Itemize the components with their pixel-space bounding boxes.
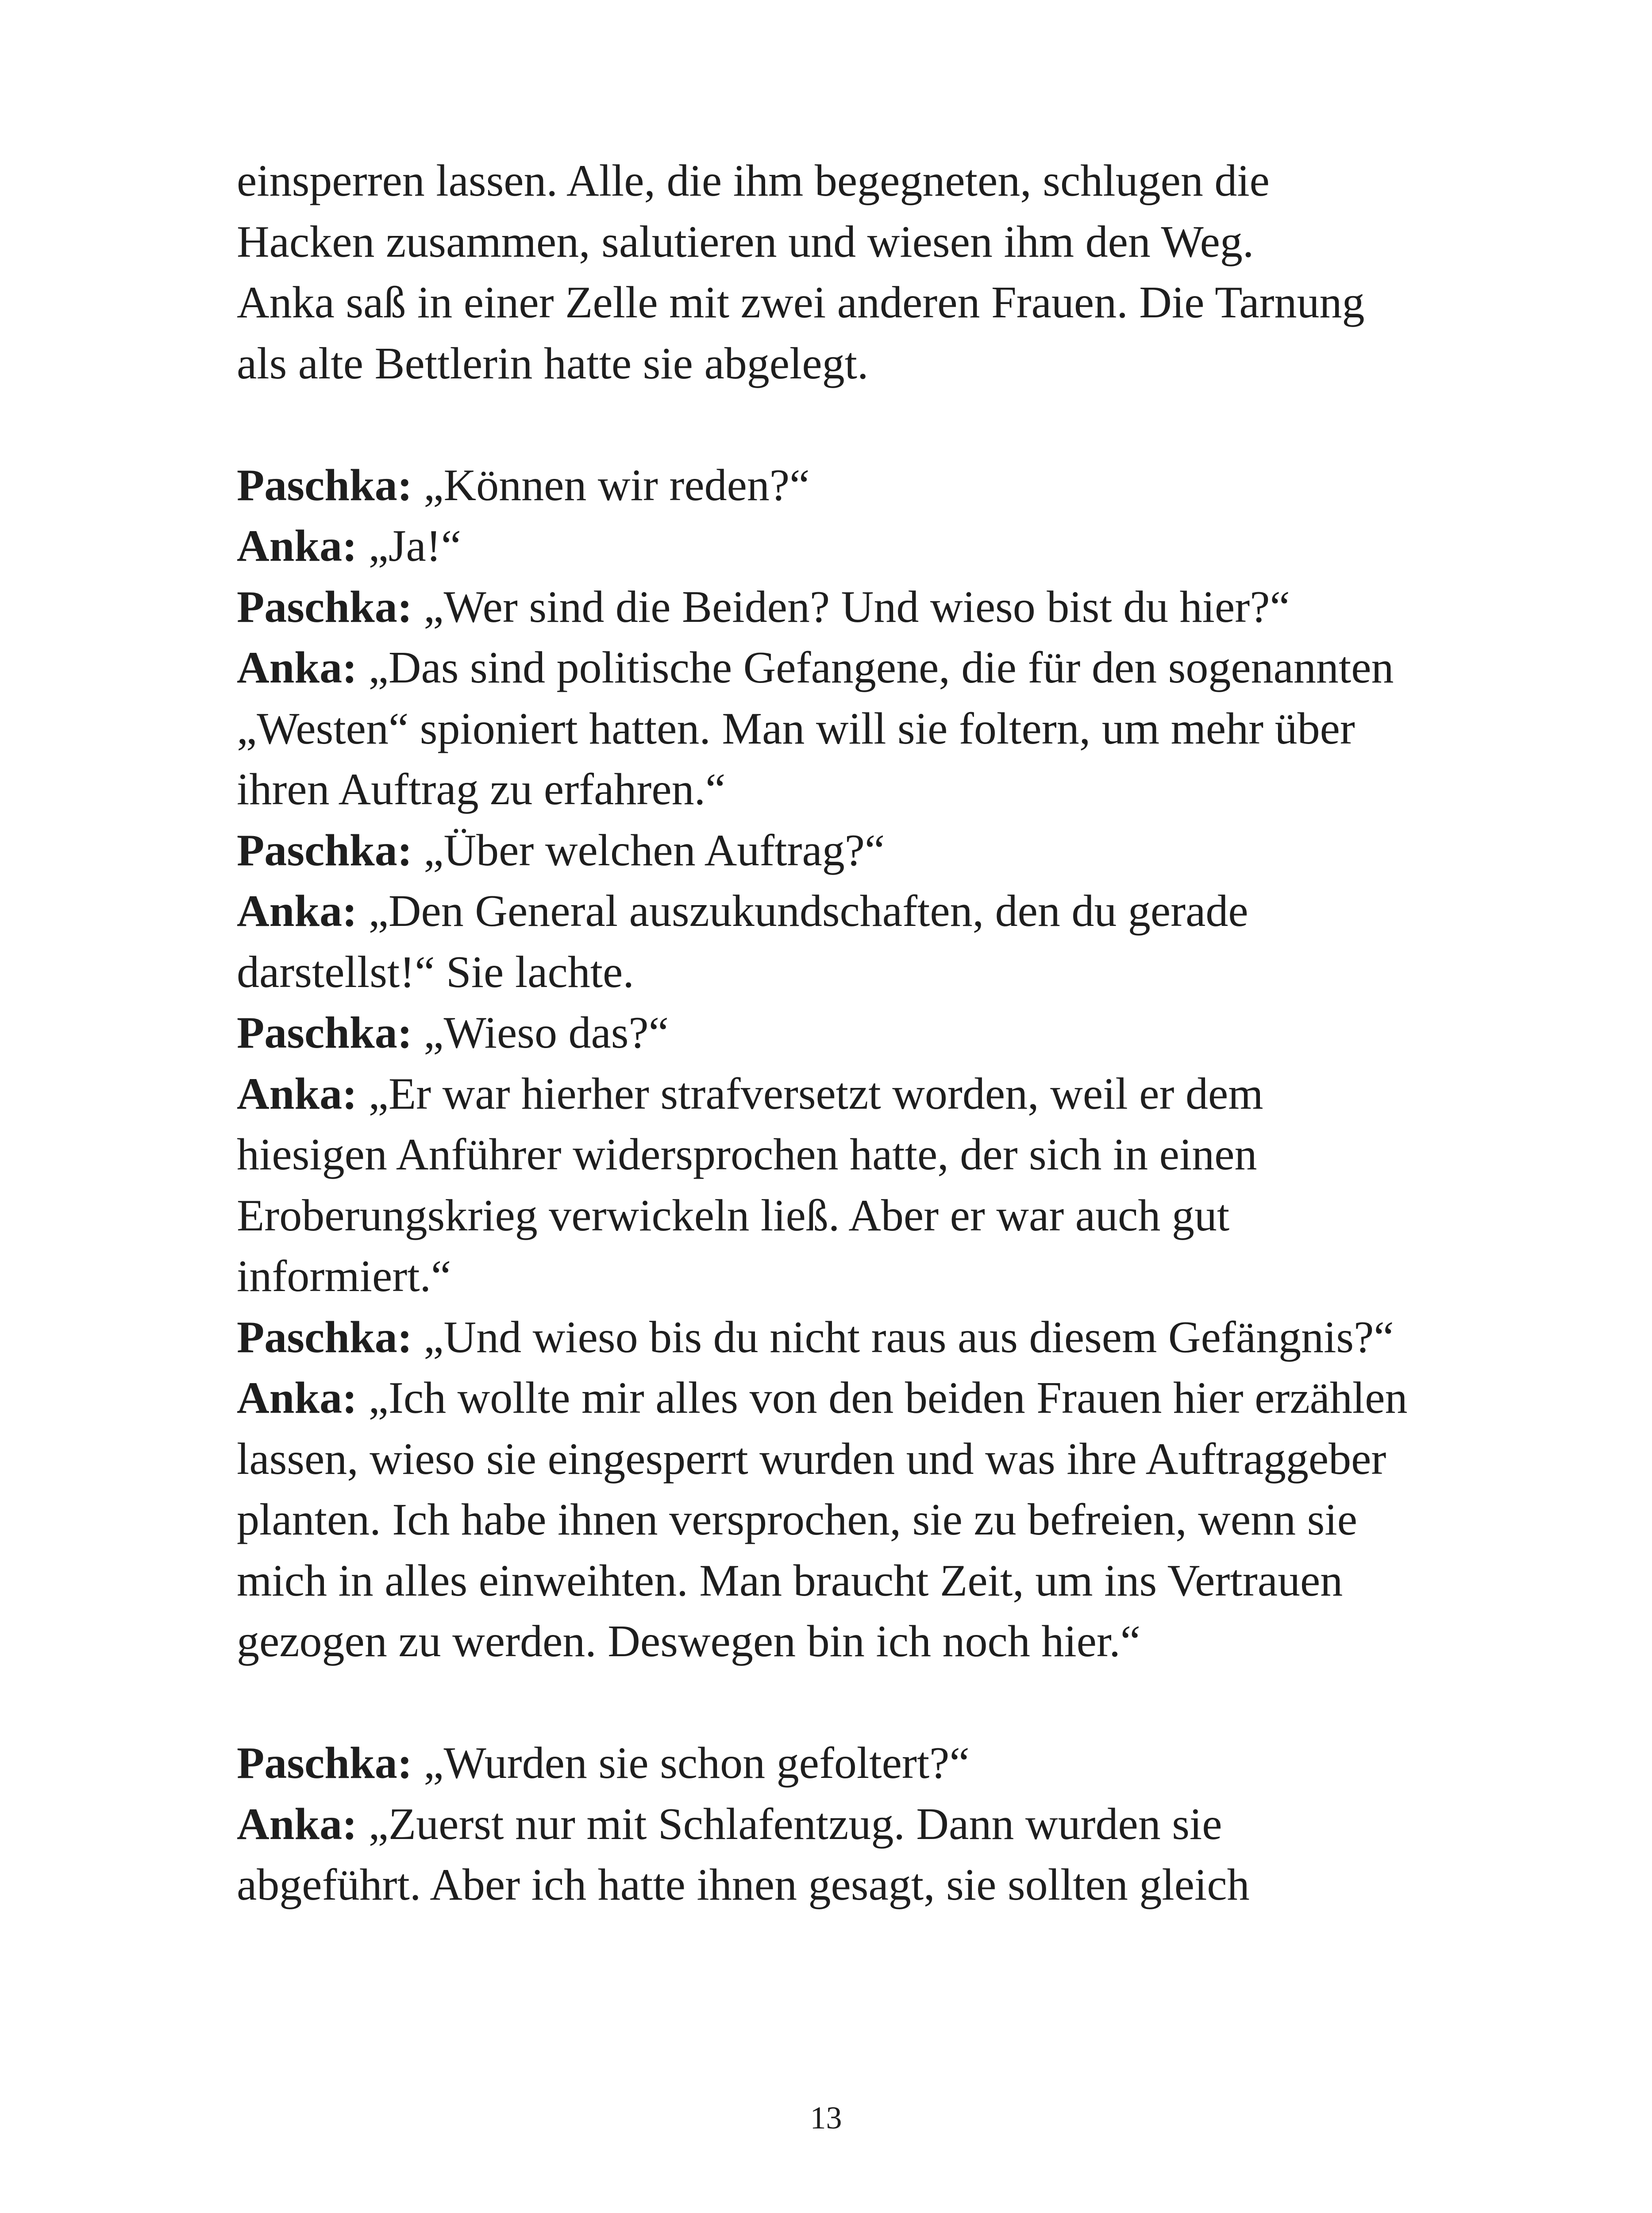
dialogue-line xyxy=(237,1794,1476,1855)
page-number: 13 xyxy=(810,2100,842,2136)
dialogue-text: „Er war hierher strafversetzt worden, weil er dem xyxy=(357,1068,1263,1119)
dialogue-text: „Wieso das?“ xyxy=(412,1008,669,1058)
speaker-label: Paschka: xyxy=(237,1008,412,1058)
speaker-label: Anka: xyxy=(237,1068,358,1119)
speaker-label: Anka: xyxy=(237,521,358,571)
dialogue-text: „Das sind politische Gefangene, die für den sogenannten xyxy=(357,643,1394,693)
dialogue-line xyxy=(237,881,1476,942)
text-line: „Westen“ spioniert hatten. Man will sie foltern, um mehr über xyxy=(237,703,1355,754)
dialogue-line xyxy=(237,820,1476,881)
dialogue-text: „Den General auszukundschaften, den du gerade xyxy=(357,886,1248,936)
dialogue-line xyxy=(237,1064,1476,1125)
dialogue-line xyxy=(237,1307,1476,1368)
speaker-label: Paschka: xyxy=(237,582,412,632)
dialogue-text: „Wurden sie schon gefoltert?“ xyxy=(412,1738,970,1788)
speaker-label: Paschka: xyxy=(237,825,412,875)
text-line: planten. Ich habe ihnen versprochen, sie zu befreien, wenn sie xyxy=(237,1495,1357,1545)
dialogue-line xyxy=(237,577,1476,638)
text-line: darstellst!“ Sie lachte. xyxy=(237,947,634,997)
text-line: Anka saß in einer Zelle mit zwei anderen Frauen. Die Tarnung xyxy=(237,278,1365,328)
text-line: Hacken zusammen, salutieren und wiesen ihm den Weg. xyxy=(237,216,1254,267)
text-line: informiert.“ xyxy=(237,1251,451,1301)
speaker-label: Anka: xyxy=(237,643,358,693)
dialogue-text: „Wer sind die Beiden? Und wieso bist du hier?“ xyxy=(412,582,1290,632)
text-line: ihren Auftrag zu erfahren.“ xyxy=(237,764,726,814)
dialogue-text: „Und wieso bis du nicht raus aus diesem Gefängnis?“ xyxy=(412,1312,1394,1362)
text-line: hiesigen Anführer widersprochen hatte, der sich in einen xyxy=(237,1130,1257,1180)
speaker-label: Paschka: xyxy=(237,1312,412,1362)
dialogue-line xyxy=(237,455,1476,516)
paragraph-gap xyxy=(237,1672,1476,1733)
speaker-label: Paschka: xyxy=(237,460,412,510)
paragraph-gap xyxy=(237,394,1476,455)
dialogue-text: „Können wir reden?“ xyxy=(412,460,810,510)
text-line: lassen, wieso sie eingesperrt wurden und was ihre Auftraggeber xyxy=(237,1434,1386,1484)
dialogue-line xyxy=(237,637,1476,698)
dialogue-line xyxy=(237,1733,1476,1794)
dialogue-line xyxy=(237,1368,1476,1429)
text-line: abgeführt. Aber ich hatte ihnen gesagt, sie sollten gleich xyxy=(237,1860,1250,1910)
speaker-label: Anka: xyxy=(237,886,358,936)
text-line: gezogen zu werden. Deswegen bin ich noch hier.“ xyxy=(237,1616,1141,1666)
text-line: als alte Bettlerin hatte sie abgelegt. xyxy=(237,338,869,389)
dialogue-text: „Über welchen Auftrag?“ xyxy=(412,825,885,875)
speaker-label: Anka: xyxy=(237,1799,358,1849)
dialogue-text: „Ja!“ xyxy=(357,521,462,571)
text-line: mich in alles einweihten. Man braucht Zeit, um ins Vertrauen xyxy=(237,1555,1343,1606)
text-line: Eroberungskrieg verwickeln ließ. Aber er war auch gut xyxy=(237,1190,1230,1241)
body-text xyxy=(237,150,1476,1916)
dialogue-line xyxy=(237,1002,1476,1064)
text-line: einsperren lassen. Alle, die ihm begegneten, schlugen die xyxy=(237,156,1270,206)
dialogue-line xyxy=(237,516,1476,577)
dialogue-text: „Ich wollte mir alles von den beiden Frauen hier erzählen xyxy=(357,1373,1408,1423)
speaker-label: Paschka: xyxy=(237,1738,412,1788)
speaker-label: Anka: xyxy=(237,1373,358,1423)
dialogue-text: „Zuerst nur mit Schlafentzug. Dann wurden sie xyxy=(357,1799,1222,1849)
